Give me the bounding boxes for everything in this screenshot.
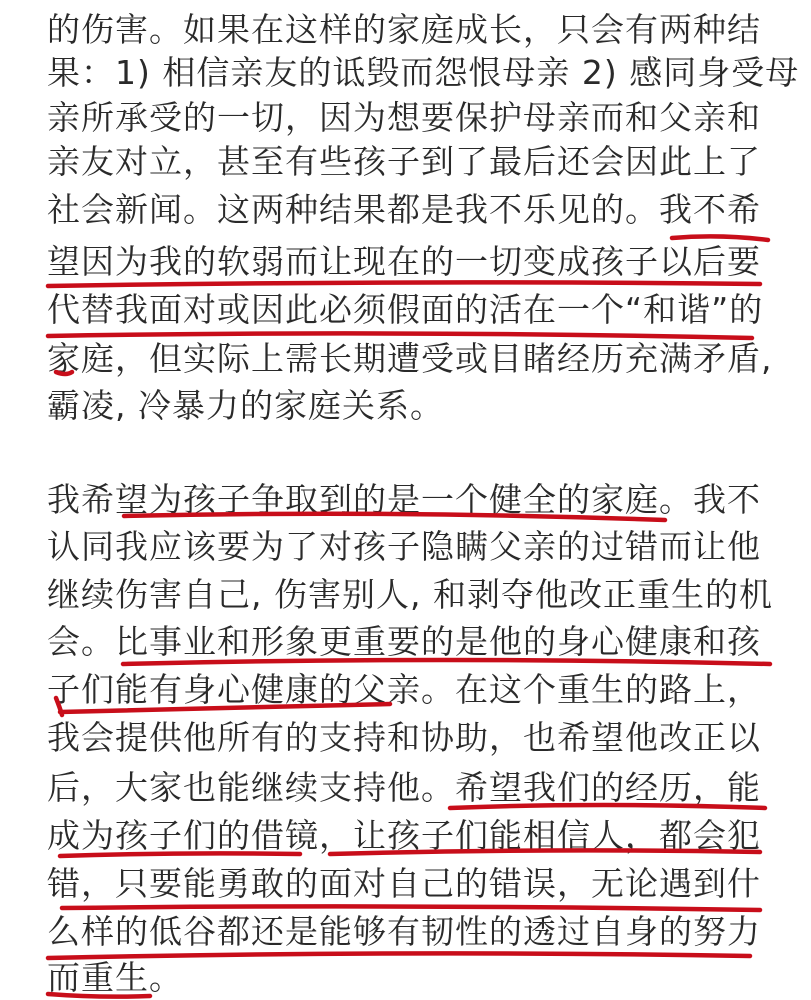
text-line: 亲友对立，甚至有些孩子到了最后还会因此上了 [47,142,761,181]
text-line: 家庭，但实际上需长期遭受或目睹经历充满矛盾, [47,339,773,378]
text-line: 的伤害。如果在这样的家庭成长，只会有两种结 [47,10,761,49]
text-line: 我希望为孩子争取到的是一个健全的家庭。我不 [47,480,761,519]
text-line: 社会新闻。这两种结果都是我不乐见的。我不希 [47,190,761,229]
text-line: 望因为我的软弱而让现在的一切变成孩子以后要 [47,242,761,281]
text-line: 认同我应该要为了对孩子隐瞒父亲的过错而让他 [47,527,761,566]
text-line: 会。比事业和形象更重要的是他的身心健康和孩 [47,622,761,661]
text-line: 子们能有身心健康的父亲。在这个重生的路上， [47,670,761,709]
text-line: 错，只要能勇敢的面对自己的错误，无论遇到什 [47,864,761,903]
text-line: 继续伤害自己, 伤害别人, 和剥夺他改正重生的机 [47,575,773,614]
text-line: 后，大家也能继续支持他。希望我们的经历，能 [47,768,761,807]
text-line: 么样的低谷都还是能够有韧性的透过自身的努力 [47,912,761,951]
text-line: 而重生。 [47,958,183,997]
text-line: 我会提供他所有的支持和协助，也希望他改正以 [47,718,761,757]
text-line: 果：1) 相信亲友的诋毁而怨恨母亲 2) 感同身受母 [47,53,800,92]
text-line: 亲所承受的一切，因为想要保护母亲而和父亲和 [47,98,761,137]
text-line: 代替我面对或因此必须假面的活在一个“和谐”的 [47,290,764,329]
text-line: 成为孩子们的借镜，让孩子们能相信人，都会犯 [47,816,761,855]
text-line: 霸凌, 冷暴力的家庭关系。 [47,386,444,425]
